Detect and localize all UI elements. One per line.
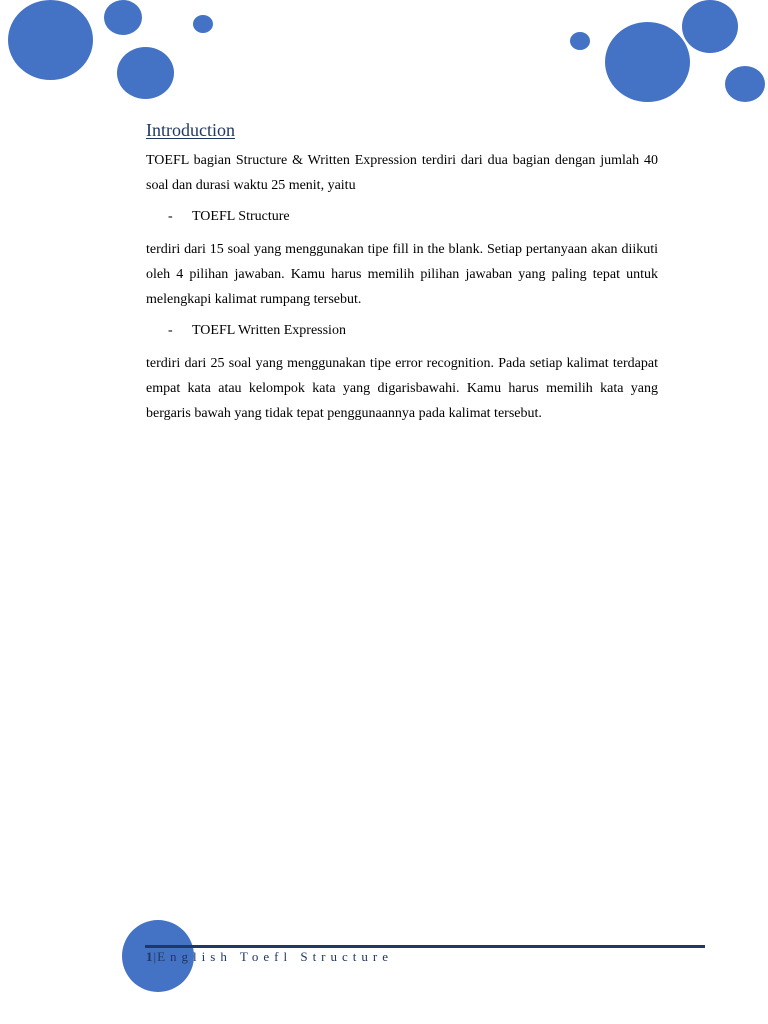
page-number: 1 bbox=[146, 949, 153, 964]
decorative-circle bbox=[8, 0, 93, 80]
decorative-circle bbox=[570, 32, 590, 50]
bullet-dash: - bbox=[168, 323, 173, 338]
decorative-circle bbox=[117, 47, 174, 99]
intro-paragraph: TOEFL bagian Structure & Written Expression terdiri dari dua bagian dengan jumlah 40 soal dan durasi waktu 25 menit, yaitu bbox=[146, 153, 658, 193]
decorative-circle bbox=[725, 66, 765, 102]
footer-separator: | bbox=[153, 949, 157, 964]
decorative-circle bbox=[682, 0, 738, 53]
section-paragraph: terdiri dari 15 soal yang menggunakan tipe fill in the blank. Setiap pertanyaan akan diikuti oleh 4 pilihan jawaban. Kamu harus memilih pilihan jawaban yang paling tepat untuk melengkapi kalimat rumpang tersebut. bbox=[146, 242, 658, 307]
bullet-dash: - bbox=[168, 209, 173, 224]
section-title: TOEFL Written Expression bbox=[192, 323, 346, 338]
section-title: TOEFL Structure bbox=[192, 209, 290, 224]
list-item bbox=[146, 321, 658, 341]
section-paragraph: terdiri dari 25 soal yang menggunakan tipe error recognition. Pada setiap kalimat terdapat empat kata atau kelompok kata yang digarisbawahi. Kamu harus memilih kata yang bergaris bawah yang tidak tepat penggunaannya pada kalimat tersebut. bbox=[146, 356, 658, 421]
footer-title: English Toefl Structure bbox=[157, 949, 393, 964]
page-footer bbox=[146, 948, 393, 966]
decorative-circle bbox=[605, 22, 690, 102]
decorative-circle bbox=[104, 0, 142, 35]
document-body bbox=[146, 118, 658, 426]
decorative-circle bbox=[193, 15, 213, 33]
page-title: Introduction bbox=[146, 120, 235, 140]
list-item bbox=[146, 207, 658, 227]
